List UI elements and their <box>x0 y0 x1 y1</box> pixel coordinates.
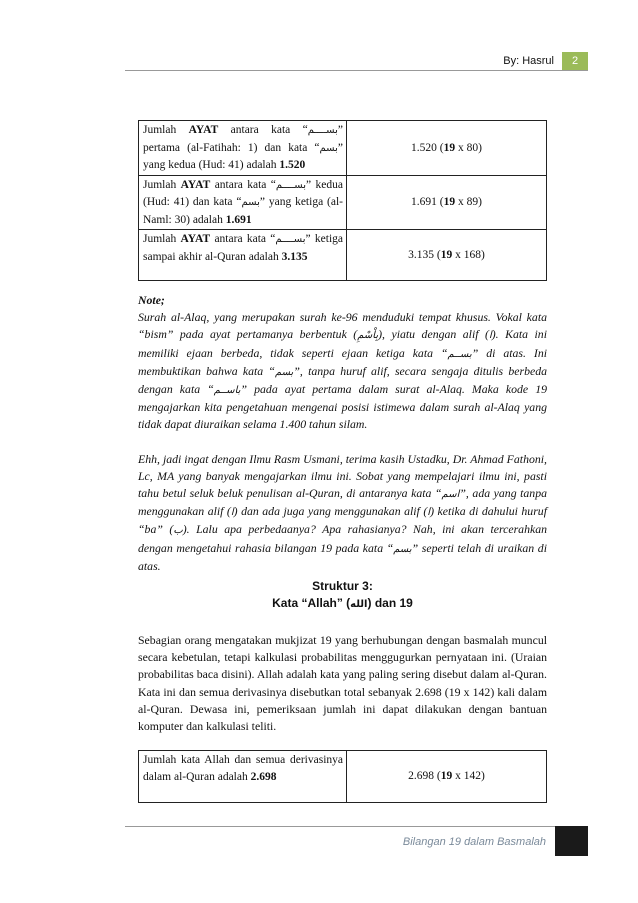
footer-divider <box>125 826 555 827</box>
note-paragraph-2: Ehh, jadi ingat dengan Ilmu Rasm Usmani, terima kasih Ustadku, Dr. Ahmad Fathoni, Lc, MA yang banyak mengajarkan ilmu ini. Sobat yang mempelajari ilmu ini, pasti tahu betul seluk beluk penulisan al-Quran, di antaranya kata “اسم”, ada yang tanpa menggunakan alif (ا) dan ada juga yang menggunakan alif (ا) ketika di dahului huruf “ba” (ب). Lalu apa perbedaanya? Apa rahasianya? Nah, ini akan tercerahkan dengan mengetahui rahasia bilangan 19 pada kata “بسم” seperti telah di uraikan di atas. <box>138 451 548 573</box>
table-row <box>139 175 547 230</box>
section-paragraph: Sebagian orang mengatakan mukjizat 19 yang berhubungan dengan basmalah muncul secara kebetulan, tetapi kalkulasi probabilitas menggugurkan pernyataan ini. (Uraian probabilitas baca disini). Allah adalah kata yang paling sering disebut dalam al-Quran. Kata ini dan semua derivasinya disebutkan total sebanyak 2.698 (19 x 142) kali dalam al-Quran. Dewasa ini, pemeriksaan jumlah ini dapat dilakukan dengan bantuan komputer dan kalkulasi teliti. <box>138 633 547 734</box>
table-row <box>139 751 547 803</box>
table-cell-description: Jumlah kata Allah dan semua derivasinya dalam al-Quran adalah 2.698 <box>139 751 347 803</box>
table-cell-value: 3.135 (19 x 168) <box>347 230 547 281</box>
table-cell-value: 2.698 (19 x 142) <box>347 751 547 803</box>
section-title: Struktur 3: <box>312 579 373 593</box>
table-row <box>139 121 547 176</box>
section-heading <box>138 578 547 613</box>
table-cell-description: Jumlah AYAT antara kata “بســــم” kedua (Hud: 41) dan kata “بسم” yang ketiga (al-Naml: 30) adalah 1.691 <box>139 175 347 230</box>
ayat-count-table <box>138 120 547 281</box>
table-cell-description: Jumlah AYAT antara kata “بســــم” pertama (al-Fatihah: 1) dan kata “بسم” yang kedua (Hud: 41) adalah 1.520 <box>139 121 347 176</box>
table-cell-value: 1.691 (19 x 89) <box>347 175 547 230</box>
section-subtitle: Kata “Allah” (الله) dan 19 <box>272 596 413 610</box>
page-number: 2 <box>562 52 588 70</box>
footer-title: Bilangan 19 dalam Basmalah <box>402 836 546 848</box>
allah-count-table <box>138 750 547 803</box>
header-divider <box>125 70 588 71</box>
table-cell-value: 1.520 (19 x 80) <box>347 121 547 176</box>
table-cell-description: Jumlah AYAT antara kata “بســــم” ketiga sampai akhir al-Quran adalah 3.135 <box>139 230 347 281</box>
footer-block <box>555 826 588 856</box>
note-label: Note; <box>138 293 165 307</box>
page-header <box>503 52 588 70</box>
note-section <box>138 292 547 575</box>
note-paragraph-1: Surah al-Alaq, yang merupakan surah ke-96 menduduki tempat khusus. Vokal kata “bism” pada ayat pertamanya berbentuk (بِاْسْمِ), yiatu dengan alif (ا). Kata ini memiliki ejaan berbeda, tidak seperti ejaan ketiga kata “بســم” di atas. Ini membuktikan bahwa kata “بسم”, tanpa huruf alif, secara sengaja ditulis berbeda dengan kata “باســم” pada ayat pertama dalam surat al-Alaq. Maka kode 19 mengajarkan kita pengetahuan mengenai posisi istimewa dalam surah al-Alaq yang tidak dapat diuraikan selama 1.400 tahun silam. <box>138 310 548 432</box>
header-author: By: Hasrul <box>503 55 554 67</box>
table-row <box>139 230 547 281</box>
